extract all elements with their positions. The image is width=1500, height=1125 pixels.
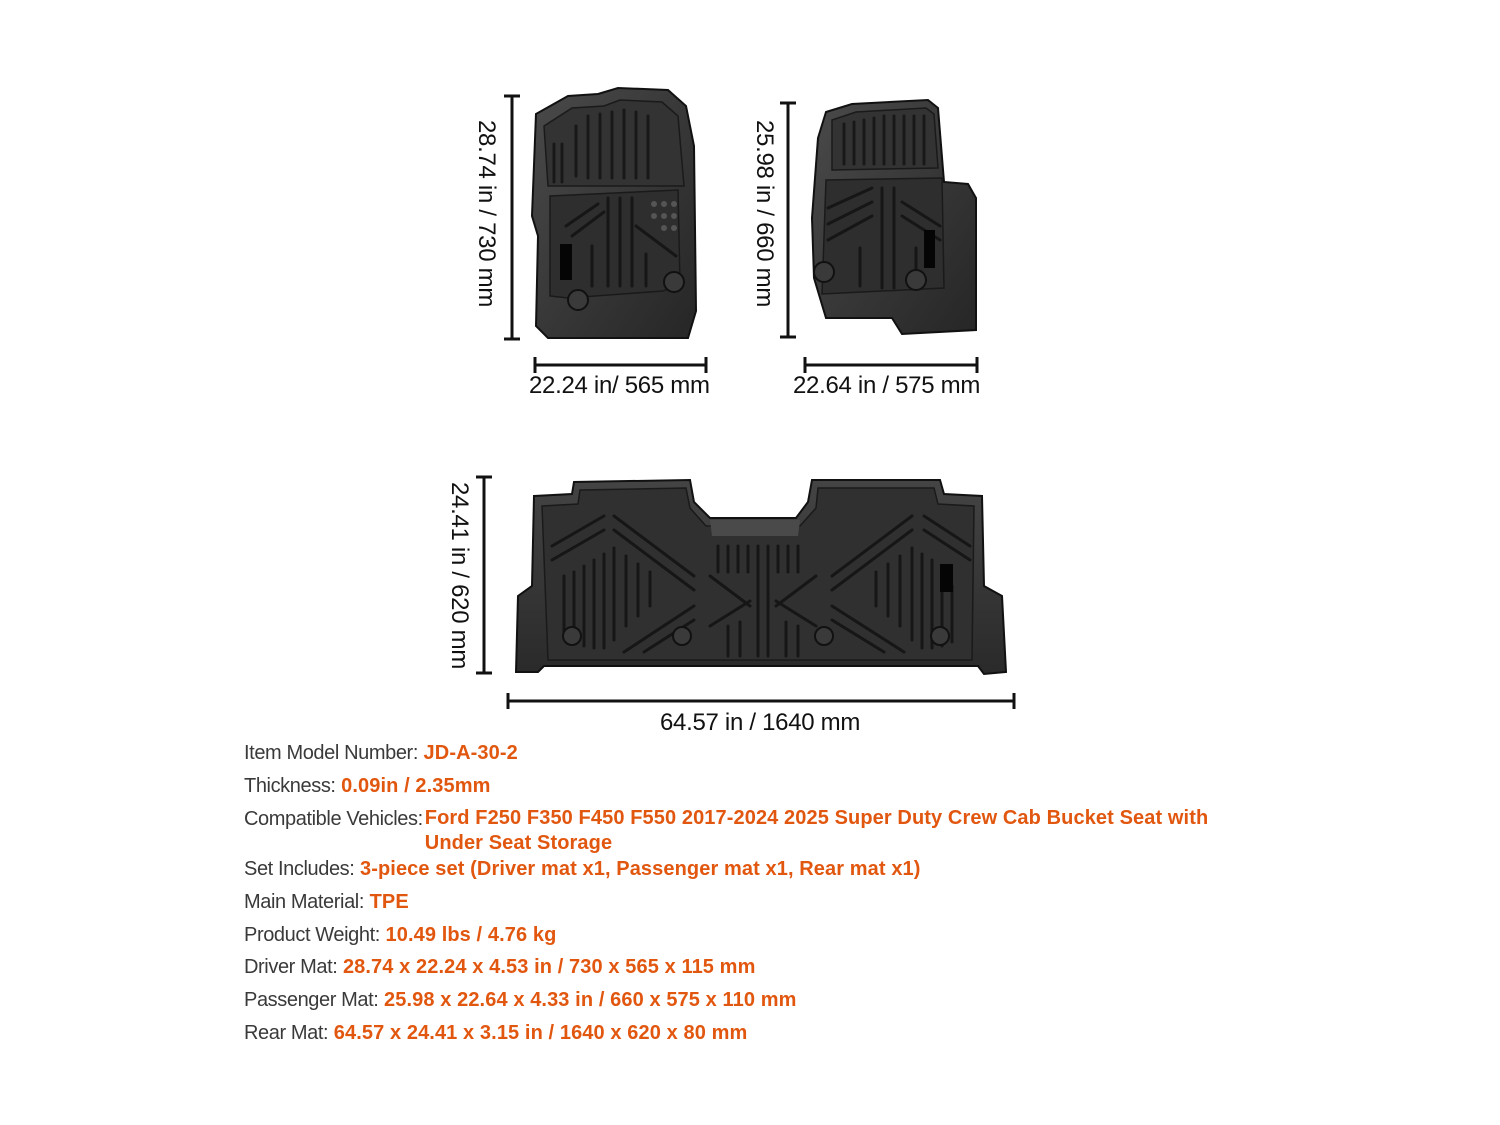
spec-label: Item Model Number: <box>244 742 418 764</box>
spec-value: 10.49 lbs / 4.76 kg <box>385 924 557 946</box>
rear-mat-width-dimension-line <box>507 693 1017 709</box>
spec-value: JD-A-30-2 <box>423 742 518 764</box>
driver-mat-image <box>528 86 708 341</box>
spec-main-material <box>244 889 409 915</box>
spec-value: 3-piece set (Driver mat x1, Passenger mat x1, Rear mat x1) <box>360 858 921 880</box>
passenger-mat-width-label: 22.64 in / 575 mm <box>793 372 981 399</box>
spec-value: 28.74 x 22.24 x 4.53 in / 730 x 565 x 115 mm <box>342 956 756 978</box>
spec-value: Ford F250 F350 F450 F550 2017-2024 2025 Super Duty Crew Cab Bucket Seat with Under Seat Storage <box>424 807 1209 854</box>
spec-product-weight <box>244 922 556 948</box>
spec-value: 64.57 x 24.41 x 3.15 in / 1640 x 620 x 80 mm <box>333 1022 748 1044</box>
rear-mat-width-label: 64.57 in / 1640 mm <box>660 709 861 736</box>
spec-label: Main Material: <box>244 891 364 913</box>
driver-mat-height-dimension-line <box>502 95 522 345</box>
rear-mat-height-label: 24.41 in / 620 mm <box>446 482 473 670</box>
spec-rear-mat <box>244 1020 747 1046</box>
spec-thickness <box>244 773 491 799</box>
spec-driver-mat <box>244 954 755 980</box>
driver-mat-width-dimension-line <box>534 357 709 373</box>
spec-label: Rear Mat: <box>244 1022 329 1044</box>
spec-model-number <box>244 740 518 766</box>
passenger-mat-image <box>792 98 982 338</box>
spec-value: 25.98 x 22.64 x 4.33 in / 660 x 575 x 110 mm <box>384 989 797 1011</box>
spec-label: Compatible Vehicles: <box>244 808 423 830</box>
spec-label: Set Includes: <box>244 858 355 880</box>
spec-label: Driver Mat: <box>244 956 338 978</box>
spec-value: 0.09in / 2.35mm <box>341 775 491 797</box>
passenger-mat-width-dimension-line <box>804 357 979 373</box>
spec-label: Passenger Mat: <box>244 989 379 1011</box>
spec-set-includes <box>244 856 921 882</box>
spec-value: TPE <box>369 891 409 913</box>
spec-label: Thickness: <box>244 775 336 797</box>
spec-label: Product Weight: <box>244 924 380 946</box>
driver-mat-width-label: 22.24 in/ 565 mm <box>529 372 710 399</box>
spec-compatible-vehicles <box>244 806 1284 856</box>
rear-mat-height-dimension-line <box>474 476 494 676</box>
passenger-mat-height-label: 25.98 in / 660 mm <box>751 120 778 308</box>
driver-mat-height-label: 28.74 in / 730 mm <box>473 120 500 308</box>
spec-passenger-mat <box>244 987 797 1013</box>
rear-mat-image <box>514 476 1014 676</box>
